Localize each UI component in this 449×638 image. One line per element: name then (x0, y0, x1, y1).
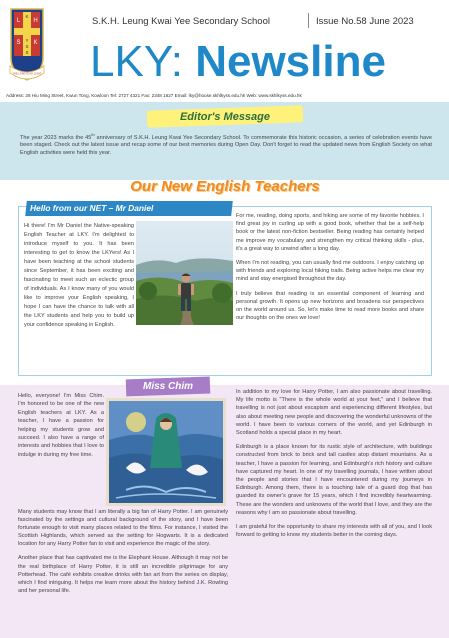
miss-chim-left-column (18, 508, 228, 601)
crest-letter: S (25, 50, 29, 55)
crest-letter: H (33, 18, 38, 24)
issue-number: Issue No.58 June 2023 (316, 16, 414, 27)
newsletter-title (90, 36, 386, 88)
title-newsline: Newsline (195, 37, 386, 86)
editor-body-sup: th (91, 132, 95, 137)
editor-body-text-rest: anniversary of S.K.H. Leung Kwai Yee Secondary School. To commemorate this historic occasion, a series of celebration events have been staged. Check out the latest issue and recap some of our best memories during Open Day. Don't forget to read the updated news from English Society on what English activities were held this year. (20, 134, 432, 157)
miss-chim-paragraph: Another place that has captivated me is the Elephant House. Although it may not be the real birthplace of Harry Potter, it is still an incredible pilgrimage for any Potterhead. The café exhibits creative drinks with fan art from the series on display, which I find intriguing. It helps me learn more about the history behind J.K. Rowling and her personal life. (18, 555, 228, 594)
crest-letter: Y (25, 38, 29, 43)
title-lky: LKY: (90, 37, 183, 86)
crest-letter: L (16, 18, 21, 24)
school-crest-icon (8, 6, 46, 86)
teachers-section-title: Our New English Teachers (130, 178, 320, 195)
crest-motto: THE LORD IS MY LIGHT (12, 72, 42, 76)
harry-potter-painting (106, 398, 226, 506)
school-name: S.K.H. Leung Kwai Yee Secondary School (92, 16, 270, 27)
crest-letter: S (16, 40, 21, 46)
editor-body (20, 131, 432, 158)
editor-title: Editor's Message (179, 111, 271, 123)
net-heading: Hello from our NET – Mr Daniel (30, 203, 154, 213)
net-paragraph: I truly believe that reading is an essential component of learning and personal growth. It opens up new horizons and broadens our perspectives on the world around us. So, let's make time to read more books and share our thoughts on the ones we love! (236, 290, 424, 322)
miss-chim-right-column (236, 388, 432, 545)
miss-chim-paragraph: I am grateful for the opportunity to share my interests with all of you, and I look forward to getting to know my students better in the coming days. (236, 524, 432, 539)
net-intro-text: Hi there! I'm Mr Daniel the Native-speaking English Teacher at LKY. I'm delighted to introduce myself to you. It has been interesting to get to know the LKYers! As I have been teaching at the school students since September, it has been exciting and fascinating to meet such an eclectic group of individuals. As I know many of you would like to improve your English speaking, I hope I can have the chance to talk with all the LKY students and help you to build up your confidence speaking in English. (24, 223, 134, 328)
crest-letter: K (25, 14, 29, 19)
contact-address: Address: 28 Hiu Ming Street, Kwun Tong, Kowloon Tel: 2727 4321 Fax: 2348 1627 Email: lky@house.skhlkyss.edu.hk Web: www.skhlkyss.edu.hk (6, 93, 302, 98)
editor-body-text: The year 2023 marks the 45 (20, 134, 92, 141)
miss-chim-paragraph: In addition to my love for Harry Potter, I am also passionate about travelling. My life motto is "There is the whole world at your feet," and I believe that travelling is not just about escapism and experiencing different lifestyles, but also about meeting new people and discovering the wonderful unknowns of the world. I have been to various corners of the world, and yet Edinburgh in Scotland holds a special place in my heart. (236, 389, 432, 437)
crest-letter: K (33, 40, 38, 46)
header-divider (308, 13, 309, 28)
mr-daniel-photo (136, 221, 233, 325)
miss-chim-paragraph: Many students may know that I am literally a big fan of Harry Potter. I am genuinely fascinated by the settings and cultural background of the story, and I have been fortunate enough to visit many places related to the films. For instance, I visited the Scottish Highlands, which served as the setting for Hogwarts. It is a dedicated location for any Harry Potter fan to visit and experience the magic of the story. (18, 509, 228, 548)
net-paragraph: For me, reading, doing sports, and hiking are some of my favorite hobbies. I find great joy in curling up with a good book, whether that be a self-help book or the latest non-fiction bestseller. Being reading has certainly helped me improve my vocabulary and strengthen my critical thinking skills - plus, it's a great way to unwind after a long day. (236, 213, 424, 252)
miss-chim-heading: Miss Chim (142, 381, 193, 392)
net-right-column (236, 212, 424, 328)
net-paragraph: When I'm not reading, you can usually find me outdoors. I enjoy catching up with friends and exploring local hiking trails. Being active helps me clear my mind and stay energised throughout the day. (236, 260, 424, 283)
crest-letter: S (25, 44, 29, 49)
miss-chim-intro: Hello, everyone! I'm Miss Chim. I'm honored to be one of the new English teachers at LKY. As a teacher, I have a passion for helping my students grow and succeed. I also have a range of interests and hobbies that I love to indulge in during my free time. (18, 393, 104, 458)
miss-chim-paragraph: Edinburgh is a place known for its rustic style of architecture, with buildings constructed from brick to brick and tall castles atop distant mountains. As a teacher, I have a passion for learning, and Edinburgh's rich history and culture have captured my heart. In one of my travelling journals, I have written about the people and stories that I have encountered during my journeys in Edinburgh. Among them, there is a touching tale of a guard dog that has guarded its owner's grave for 15 years, which I find incredibly heartwarming. These are the wonders and unknowns of the world that I love, and they are the reasons why I am so passionate about travelling. (236, 444, 432, 516)
